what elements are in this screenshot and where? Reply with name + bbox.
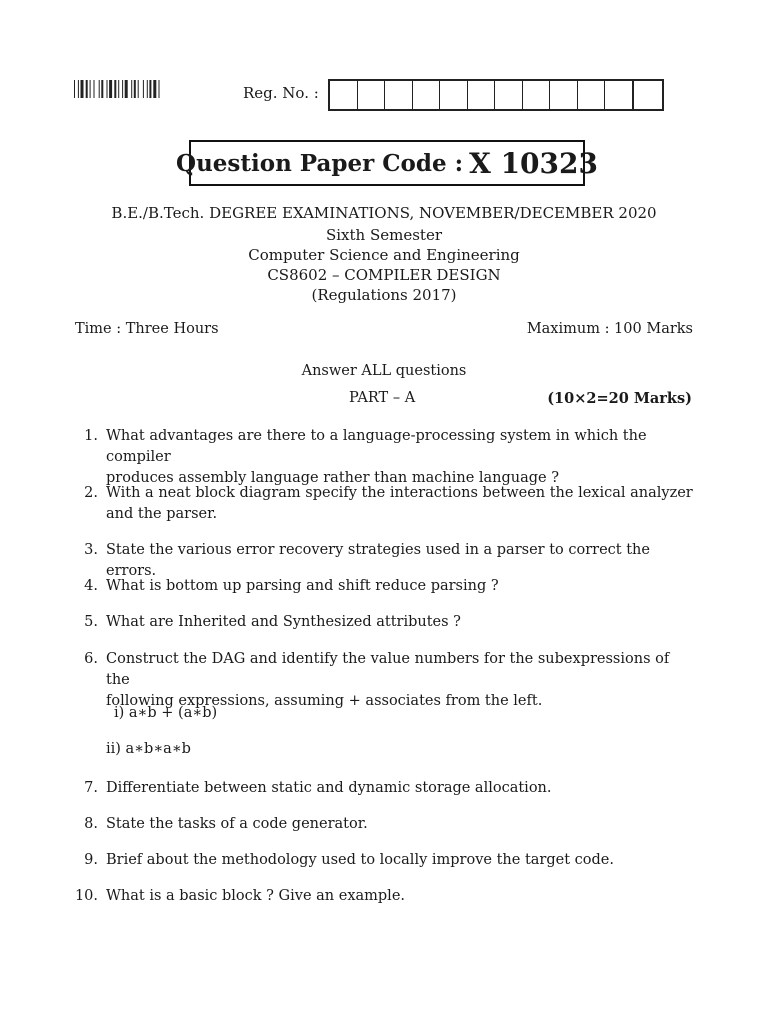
question-text	[106, 886, 696, 907]
question-text-line: What is bottom up parsing and shift reduce parsing ?	[106, 578, 499, 594]
reg-no-digit-box[interactable]	[578, 81, 606, 109]
question-paper-code-label: Question Paper Code :	[176, 149, 464, 177]
reg-no-digit-box[interactable]	[358, 81, 386, 109]
question-text-line: With a neat block diagram specify the interactions between the lexical analyzer	[106, 485, 693, 501]
maximum-marks: Maximum : 100 Marks	[526, 321, 693, 337]
time-allowed: Time : Three Hours	[75, 321, 219, 337]
question-number: 9.	[84, 852, 98, 868]
question-text-line: Construct the DAG and identify the value numbers for the subexpressions of the	[106, 651, 670, 688]
reg-no-digit-box[interactable]	[385, 81, 413, 109]
question-number: 8.	[84, 816, 98, 832]
sub-question-i: i) a∗b + (a∗b)	[114, 705, 218, 721]
question-number: 1.	[84, 428, 98, 444]
question-text	[106, 426, 696, 489]
question-text	[106, 850, 696, 871]
regulations: (Regulations 2017)	[311, 286, 457, 304]
question-number: 2.	[84, 485, 98, 501]
reg-no-boxes[interactable]	[328, 79, 664, 111]
reg-no-digit-box[interactable]	[633, 81, 662, 109]
part-heading: PART – A	[349, 390, 416, 406]
question-text-line: and the parser.	[106, 506, 218, 522]
question-text-line: What are Inherited and Synthesized attributes ?	[106, 614, 461, 630]
part-marks: (10×2=20 Marks)	[547, 390, 692, 407]
question-text	[106, 814, 696, 835]
barcode-image	[74, 80, 188, 98]
reg-no-label: Reg. No. :	[243, 84, 319, 102]
reg-no-digit-box[interactable]	[523, 81, 551, 109]
question-text	[106, 612, 696, 633]
question-text-line: State the various error recovery strategies used in a parser to correct the errors.	[106, 542, 650, 579]
department: Computer Science and Engineering	[248, 246, 520, 264]
question-text-line: What advantages are there to a language-processing system in which the compiler	[106, 428, 647, 465]
course-title: CS8602 – COMPILER DESIGN	[267, 266, 501, 284]
question-text	[106, 778, 696, 799]
question-number: 10.	[74, 888, 98, 904]
question-text-line: State the tasks of a code generator.	[106, 816, 368, 832]
question-text	[106, 649, 696, 712]
question-text-line: Brief about the methodology used to locally improve the target code.	[106, 852, 614, 868]
reg-no-digit-box[interactable]	[413, 81, 441, 109]
question-text-line: produces assembly language rather than machine language ?	[106, 470, 560, 486]
question-text-line: Differentiate between static and dynamic storage allocation.	[106, 780, 552, 796]
question-number: 5.	[84, 614, 98, 630]
question-number: 3.	[84, 542, 98, 558]
question-text-line: What is a basic block ? Give an example.	[106, 888, 406, 904]
reg-no-digit-box[interactable]	[605, 81, 633, 109]
semester: Sixth Semester	[325, 226, 442, 244]
question-paper-code-value: X 10323	[469, 146, 598, 180]
instruction: Answer ALL questions	[301, 363, 467, 379]
question-text	[106, 483, 696, 525]
question-number: 7.	[84, 780, 98, 796]
question-number: 6.	[84, 651, 98, 667]
question-text-line: following expressions, assuming + associates from the left.	[106, 693, 543, 709]
reg-no-digit-box[interactable]	[495, 81, 523, 109]
reg-no-digit-box[interactable]	[330, 81, 358, 109]
exam-title: B.E./B.Tech. DEGREE EXAMINATIONS, NOVEMBER/DECEMBER 2020	[111, 204, 657, 222]
reg-no-digit-box[interactable]	[440, 81, 468, 109]
question-paper-code-box	[176, 140, 598, 186]
reg-no-digit-box[interactable]	[550, 81, 578, 109]
reg-no-digit-box[interactable]	[468, 81, 496, 109]
sub-question-ii: ii) a∗b∗a∗b	[106, 741, 191, 757]
question-text	[106, 576, 696, 597]
question-number: 4.	[84, 578, 98, 594]
